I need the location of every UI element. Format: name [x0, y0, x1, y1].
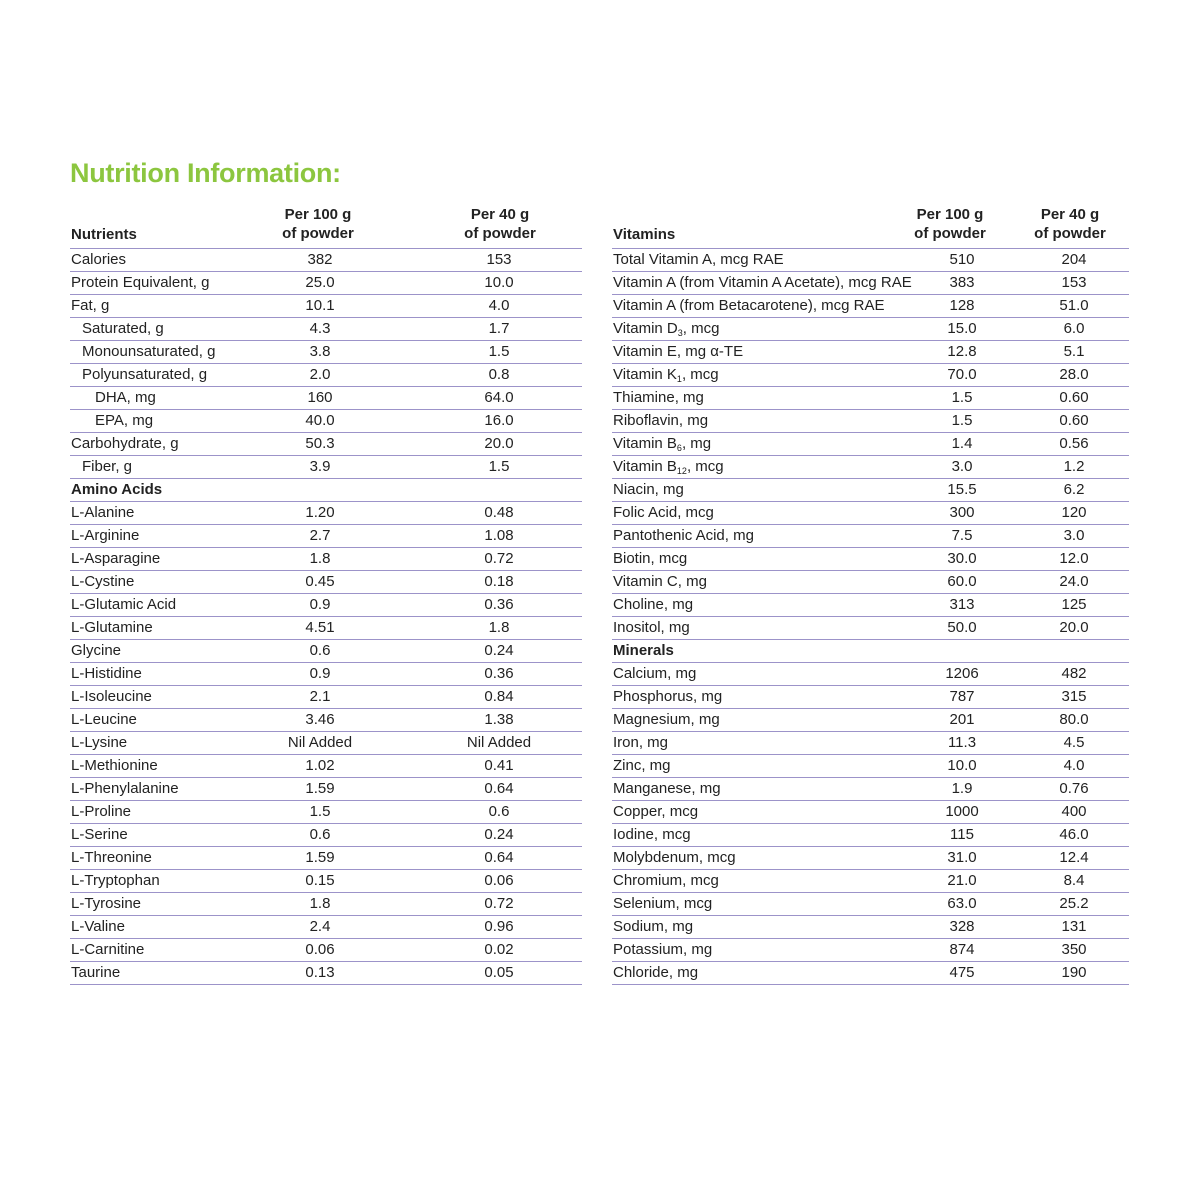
value-per-100g: 0.6: [309, 826, 331, 843]
table-row: [70, 410, 582, 433]
value-per-100g: 2.0: [309, 366, 331, 383]
table-row: [612, 548, 1129, 571]
nutrient-name: Vitamin E, mg α-TE: [613, 343, 744, 360]
table-row: [70, 272, 582, 295]
value-per-100g: 3.8: [309, 343, 331, 360]
nutrient-name: Zinc, mg: [613, 757, 671, 774]
table-row: [612, 732, 1129, 755]
nutrient-name: Vitamin $B_{12}$, mcg: [613, 458, 724, 476]
value-per-100g: 25.0: [305, 274, 335, 291]
value-per-40g: 0.64: [484, 849, 514, 866]
value-per-40g: 0.24: [484, 826, 514, 843]
value-per-40g: 0.48: [484, 504, 514, 521]
value-per-40g: 5.1: [1063, 343, 1085, 360]
column-header-per-40g: Per 40 g of powder: [1034, 206, 1106, 242]
value-per-40g: 1.5: [488, 458, 510, 475]
table-row: [70, 893, 582, 916]
value-per-40g: 0.36: [484, 596, 514, 613]
value-per-100g: 30.0: [947, 550, 977, 567]
table-row: [612, 617, 1129, 640]
nutrient-name: L-Isoleucine: [71, 688, 152, 705]
page-title: Nutrition Information:: [70, 158, 341, 188]
value-per-40g: 204: [1061, 251, 1087, 268]
column-header-per-40g: Per 40 g of powder: [464, 206, 536, 242]
nutrient-name: Fiber, g: [82, 458, 133, 475]
table-row: [70, 732, 582, 755]
table-row: [70, 456, 582, 479]
table-row: [70, 916, 582, 939]
table-row: [612, 663, 1129, 686]
table-row: [612, 410, 1129, 433]
table-row: [612, 318, 1129, 341]
value-per-40g: 1.5: [488, 343, 510, 360]
table-row: [612, 870, 1129, 893]
value-per-100g: 60.0: [947, 573, 977, 590]
value-per-40g: 8.4: [1063, 872, 1085, 889]
table-row: [70, 847, 582, 870]
value-per-100g: 0.45: [305, 573, 335, 590]
value-per-40g: 0.72: [484, 550, 514, 567]
value-per-100g: 40.0: [305, 412, 335, 429]
value-per-40g: 0.18: [484, 573, 514, 590]
table-row: [612, 571, 1129, 594]
nutrient-name: Protein Equivalent, g: [71, 274, 210, 291]
nutrient-name: Pantothenic Acid, mg: [613, 527, 754, 544]
value-per-100g: 0.9: [309, 596, 331, 613]
value-per-100g: 3.0: [951, 458, 973, 475]
value-per-100g: 4.51: [305, 619, 335, 636]
table-row: [70, 686, 582, 709]
value-per-40g: 482: [1061, 665, 1087, 682]
value-per-100g: 0.15: [305, 872, 335, 889]
nutrient-name: Manganese, mg: [613, 780, 721, 797]
table-row: [70, 663, 582, 686]
value-per-40g: 64.0: [484, 389, 514, 406]
nutrient-name: L-Tryptophan: [71, 872, 160, 889]
value-per-100g: 15.0: [947, 320, 977, 337]
value-per-100g: 160: [307, 389, 333, 406]
value-per-100g: 0.6: [309, 642, 331, 659]
table-row: [70, 341, 582, 364]
nutrient-name: L-Proline: [71, 803, 132, 820]
value-per-40g: 0.02: [484, 941, 514, 958]
value-per-100g: 1.59: [305, 849, 335, 866]
table-row: [612, 272, 1129, 295]
value-per-40g: 1.7: [488, 320, 510, 337]
value-per-100g: 115: [950, 826, 974, 843]
value-per-100g: 2.1: [309, 688, 331, 705]
table-row: [70, 249, 582, 272]
table-row: [70, 548, 582, 571]
nutrient-name: Carbohydrate, g: [71, 435, 179, 452]
value-per-100g: 300: [949, 504, 975, 521]
nutrient-name: L-Leucine: [71, 711, 137, 728]
value-per-40g: 0.60: [1059, 412, 1089, 429]
value-per-40g: 0.41: [484, 757, 514, 774]
table-row: [70, 617, 582, 640]
nutrient-name: Biotin, mcg: [613, 550, 688, 567]
value-per-100g: 2.7: [309, 527, 331, 544]
table-row: [70, 755, 582, 778]
section-heading-row: [612, 640, 1129, 663]
value-per-40g: 400: [1061, 803, 1087, 820]
value-per-100g: 10.1: [305, 297, 335, 314]
section-heading-row: [70, 479, 582, 502]
table-row: [70, 387, 582, 410]
nutrient-name: L-Carnitine: [71, 941, 145, 958]
table-row: [70, 824, 582, 847]
nutrient-name: L-Lysine: [71, 734, 128, 751]
table-row: [70, 571, 582, 594]
value-per-100g: 12.8: [947, 343, 977, 360]
value-per-100g: 1.9: [951, 780, 973, 797]
nutrient-name: L-Glutamine: [71, 619, 153, 636]
value-per-40g: 20.0: [1059, 619, 1089, 636]
value-per-100g: 874: [949, 941, 975, 958]
table-row: [612, 456, 1129, 479]
nutrient-name: Saturated, g: [82, 320, 164, 337]
nutrient-name: Monounsaturated, g: [82, 343, 216, 360]
value-per-100g: 1.20: [305, 504, 335, 521]
value-per-100g: 1.8: [309, 895, 331, 912]
value-per-40g: 0.06: [484, 872, 514, 889]
nutrient-name: L-Methionine: [71, 757, 158, 774]
section-heading: Amino Acids: [71, 481, 163, 498]
value-per-100g: 21.0: [947, 872, 977, 889]
nutrient-name: Copper, mcg: [613, 803, 699, 820]
value-per-40g: 46.0: [1059, 826, 1089, 843]
value-per-100g: 1.5: [951, 412, 973, 429]
table-row: [70, 962, 582, 985]
nutrient-name: Chromium, mcg: [613, 872, 719, 889]
value-per-40g: 4.0: [488, 297, 510, 314]
value-per-40g: 153: [1061, 274, 1087, 291]
value-per-100g: 1000: [945, 803, 979, 820]
table-row: [70, 709, 582, 732]
value-per-100g: 3.46: [305, 711, 335, 728]
table-row: [70, 801, 582, 824]
table-row: [70, 364, 582, 387]
value-per-40g: 0.24: [484, 642, 514, 659]
nutrient-name: Riboflavin, mg: [613, 412, 709, 429]
table-row: [612, 525, 1129, 548]
nutrient-name: Total Vitamin A, mcg RAE: [613, 251, 784, 268]
value-per-100g: 63.0: [947, 895, 977, 912]
value-per-100g: 383: [949, 274, 975, 291]
value-per-40g: 1.08: [484, 527, 514, 544]
table-row: [612, 847, 1129, 870]
value-per-40g: 24.0: [1059, 573, 1089, 590]
table-row: [70, 939, 582, 962]
table-row: [612, 249, 1129, 272]
nutrient-name: Polyunsaturated, g: [82, 366, 208, 383]
nutrient-name: Magnesium, mg: [613, 711, 720, 728]
value-per-40g: 120: [1061, 504, 1087, 521]
value-per-40g: 10.0: [484, 274, 514, 291]
nutrient-name: Thiamine, mg: [613, 389, 704, 406]
nutrient-name: L-Cystine: [71, 573, 135, 590]
table-row: [612, 939, 1129, 962]
value-per-40g: 25.2: [1059, 895, 1089, 912]
value-per-40g: 131: [1061, 918, 1087, 935]
value-per-40g: 1.2: [1063, 458, 1085, 475]
table-row: [70, 640, 582, 663]
value-per-40g: 0.6: [488, 803, 510, 820]
value-per-100g: 50.0: [947, 619, 977, 636]
value-per-100g: 50.3: [305, 435, 335, 452]
table-row: [612, 364, 1129, 387]
nutrient-name: Niacin, mg: [613, 481, 684, 498]
nutrient-name: Vitamin C, mg: [613, 573, 707, 590]
nutrient-name: L-Histidine: [71, 665, 142, 682]
value-per-100g: 510: [949, 251, 975, 268]
nutrient-name: Vitamin $B_6$, mg: [613, 435, 712, 453]
value-per-40g: 0.60: [1059, 389, 1089, 406]
table-row: [612, 801, 1129, 824]
column-header-vitamins: Vitamins: [613, 226, 676, 243]
value-per-40g: 190: [1061, 964, 1087, 981]
value-per-40g: 0.36: [484, 665, 514, 682]
value-per-40g: 0.64: [484, 780, 514, 797]
nutrient-name: L-Valine: [71, 918, 125, 935]
value-per-100g: 70.0: [947, 366, 977, 383]
table-row: [70, 433, 582, 456]
value-per-40g: 315: [1061, 688, 1087, 705]
value-per-100g: 0.9: [309, 665, 331, 682]
nutrient-name: L-Asparagine: [71, 550, 161, 567]
nutrient-name: L-Arginine: [71, 527, 140, 544]
nutrient-name: L-Glutamic Acid: [71, 596, 177, 613]
table-row: [612, 433, 1129, 456]
table-row: [70, 870, 582, 893]
value-per-40g: 0.56: [1059, 435, 1089, 452]
value-per-100g: 1206: [945, 665, 979, 682]
value-per-40g: 6.2: [1063, 481, 1085, 498]
table-row: [70, 295, 582, 318]
value-per-40g: 3.0: [1063, 527, 1085, 544]
value-per-100g: 382: [307, 251, 333, 268]
value-per-40g: 125: [1061, 596, 1087, 613]
value-per-100g: 4.3: [309, 320, 331, 337]
table-row: [612, 295, 1129, 318]
value-per-100g: 3.9: [309, 458, 331, 475]
value-per-100g: 2.4: [309, 918, 331, 935]
value-per-100g: 787: [949, 688, 975, 705]
nutrient-name: Iodine, mcg: [613, 826, 691, 843]
value-per-40g: 350: [1061, 941, 1087, 958]
nutrient-name: EPA, mg: [95, 412, 154, 429]
column-header-nutrients: Nutrients: [71, 226, 137, 243]
table-row: [612, 594, 1129, 617]
value-per-100g: 1.02: [305, 757, 335, 774]
nutrient-name: L-Serine: [71, 826, 128, 843]
table-row: [70, 778, 582, 801]
table-row: [612, 962, 1129, 985]
nutrient-name: Sodium, mg: [613, 918, 694, 935]
nutrient-name: L-Tyrosine: [71, 895, 142, 912]
nutrient-name: Taurine: [71, 964, 121, 981]
column-header-per-100g: Per 100 g of powder: [914, 206, 986, 242]
value-per-40g: 51.0: [1059, 297, 1089, 314]
table-row: [612, 755, 1129, 778]
table-row: [612, 916, 1129, 939]
nutrients-table: [70, 203, 582, 985]
value-per-40g: 0.8: [488, 366, 510, 383]
value-per-100g: 128: [949, 297, 975, 314]
value-per-40g: 0.05: [484, 964, 514, 981]
column-header-per-100g: Per 100 g of powder: [282, 206, 354, 242]
value-per-100g: 31.0: [947, 849, 977, 866]
table-row: [612, 387, 1129, 410]
nutrient-name: Folic Acid, mcg: [613, 504, 714, 521]
value-per-40g: 0.72: [484, 895, 514, 912]
table-row: [70, 502, 582, 525]
value-per-40g: 153: [486, 251, 512, 268]
value-per-40g: Nil Added: [466, 734, 532, 751]
table-row: [70, 594, 582, 617]
value-per-40g: 0.84: [484, 688, 514, 705]
value-per-100g: 0.06: [305, 941, 335, 958]
nutrient-name: Calories: [71, 251, 127, 268]
table-row: [70, 525, 582, 548]
value-per-40g: 6.0: [1063, 320, 1085, 337]
value-per-40g: 20.0: [484, 435, 514, 452]
value-per-40g: 4.5: [1063, 734, 1085, 751]
value-per-100g: 15.5: [947, 481, 977, 498]
table-row: [612, 341, 1129, 364]
nutrient-name: L-Alanine: [71, 504, 135, 521]
nutrient-name: L-Phenylalanine: [71, 780, 179, 797]
value-per-40g: 16.0: [484, 412, 514, 429]
nutrient-name: Glycine: [71, 642, 122, 659]
nutrients-table-header: [70, 203, 582, 249]
nutrient-name: Vitamin A (from Vitamin A Acetate), mcg RAE: [613, 274, 912, 291]
value-per-100g: 475: [949, 964, 975, 981]
nutrient-name: Phosphorus, mg: [613, 688, 723, 705]
nutrient-name: Selenium, mcg: [613, 895, 713, 912]
nutrient-name: Vitamin A (from Betacarotene), mcg RAE: [613, 297, 885, 314]
value-per-100g: 328: [949, 918, 975, 935]
nutrient-name: Molybdenum, mcg: [613, 849, 736, 866]
value-per-100g: 1.4: [951, 435, 973, 452]
value-per-100g: 10.0: [947, 757, 977, 774]
value-per-100g: 201: [949, 711, 975, 728]
nutrient-name: Chloride, mg: [613, 964, 699, 981]
nutrient-name: Fat, g: [71, 297, 110, 314]
value-per-40g: 0.76: [1059, 780, 1089, 797]
vitamins-table-header: [612, 203, 1129, 249]
value-per-40g: 80.0: [1059, 711, 1089, 728]
value-per-100g: 1.8: [309, 550, 331, 567]
value-per-100g: 313: [949, 596, 975, 613]
value-per-40g: 1.38: [484, 711, 514, 728]
nutrient-name: Iron, mg: [613, 734, 669, 751]
value-per-40g: 12.0: [1059, 550, 1089, 567]
nutrient-name: Potassium, mg: [613, 941, 713, 958]
nutrient-name: Vitamin $K_1$, mcg: [613, 366, 719, 384]
nutrient-name: Calcium, mg: [613, 665, 697, 682]
table-row: [612, 502, 1129, 525]
table-row: [612, 709, 1129, 732]
table-row: [70, 318, 582, 341]
value-per-100g: 1.5: [309, 803, 331, 820]
value-per-100g: 11.3: [947, 734, 977, 751]
value-per-40g: 4.0: [1063, 757, 1085, 774]
section-heading: Minerals: [613, 642, 674, 659]
value-per-100g: 0.13: [305, 964, 335, 981]
value-per-40g: 1.8: [488, 619, 510, 636]
value-per-100g: 1.59: [305, 780, 335, 797]
value-per-100g: Nil Added: [287, 734, 353, 751]
value-per-40g: 12.4: [1059, 849, 1089, 866]
value-per-100g: 7.5: [951, 527, 973, 544]
value-per-40g: 28.0: [1059, 366, 1089, 383]
nutrient-name: Vitamin $D_3$, mcg: [613, 320, 720, 338]
table-row: [612, 778, 1129, 801]
table-row: [612, 824, 1129, 847]
nutrient-name: Choline, mg: [613, 596, 694, 613]
value-per-100g: 1.5: [951, 389, 973, 406]
value-per-40g: 0.96: [484, 918, 514, 935]
table-row: [612, 686, 1129, 709]
nutrient-name: Inositol, mg: [613, 619, 690, 636]
vitamins-minerals-table: [612, 203, 1129, 985]
table-row: [612, 893, 1129, 916]
table-row: [612, 479, 1129, 502]
nutrient-name: DHA, mg: [95, 389, 156, 406]
nutrient-name: L-Threonine: [71, 849, 152, 866]
